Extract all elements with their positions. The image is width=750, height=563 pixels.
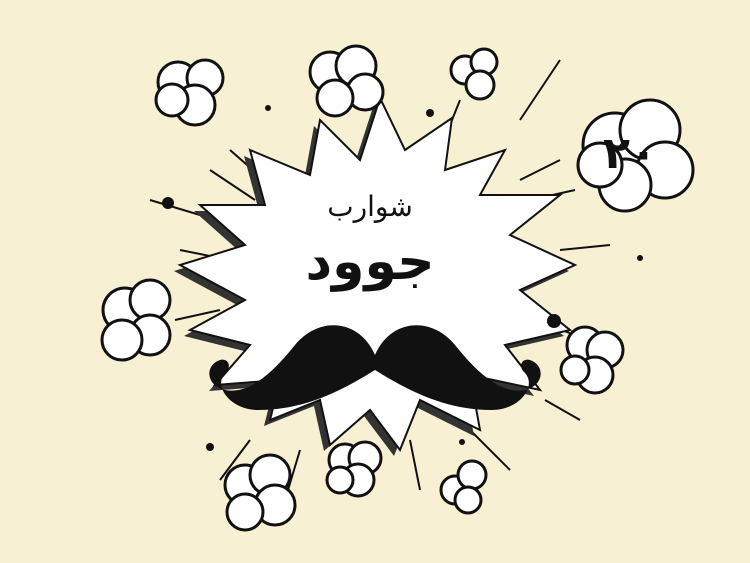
- cloud-top-right: [451, 49, 497, 99]
- cloud-top-left: [156, 60, 223, 125]
- title-big: جوود: [305, 232, 435, 292]
- title-small: شوارب: [327, 190, 413, 223]
- cloud-left: [102, 280, 170, 360]
- cloud-bottom-right: [441, 461, 486, 513]
- cloud-bottom-left: [225, 455, 295, 530]
- cloud-top-center: [310, 46, 383, 116]
- badge-number: ٢٠: [603, 128, 657, 179]
- cloud-bottom-center: [327, 442, 381, 496]
- cloud-right: [561, 327, 623, 393]
